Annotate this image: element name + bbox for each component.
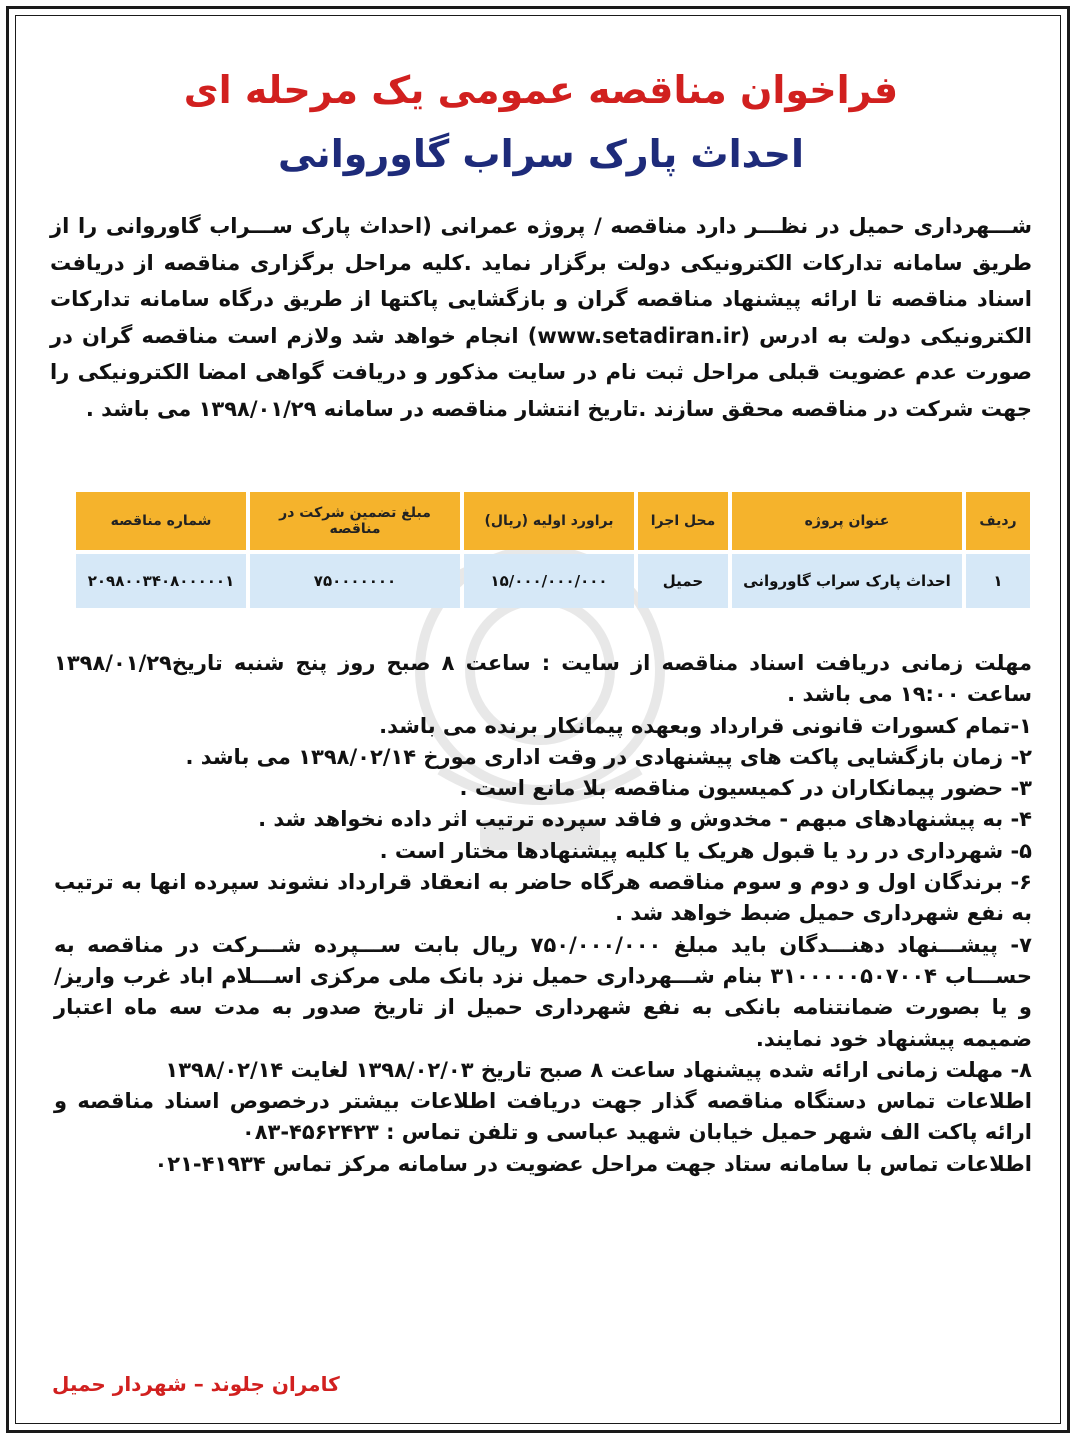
condition-1: ۱-تمام کسورات قانونی قرارداد وبعهده پیمانکار برنده می باشد. [379,713,1032,738]
header-estimate: براورد اولیه (ریال) [464,492,634,550]
header-row-number: ردیف [966,492,1030,550]
setad-contact-info: اطلاعات تماس با سامانه ستاد جهت مراحل عضویت در سامانه مرکز تماس ۴۱۹۳۴-۰۲۱ [154,1151,1032,1176]
header-tender-number: شماره مناقصه [76,492,246,550]
cell-location: حمیل [638,554,728,608]
header-guarantee: مبلغ تضمین شرکت در مناقصه [250,492,460,550]
cell-tender-number: ۲۰۹۸۰۰۳۴۰۸۰۰۰۰۰۱ [76,554,246,608]
condition-7: ۷- پیشـــنهاد دهنـــدگان باید مبلغ ۷۵۰/۰۰۰/۰۰۰ ریال بابت ســـپرده شـــرکت در مناقصه به حســـاب ۳۱۰۰۰۰۰۵۰۷۰۰۴ بنام شـــهرداری حمیل نزد بانک ملی مرکزی اســـلام اباد غرب واریز/ و یا بصورت ضمانتنامه بانکی به نفع شهرداری حمیل از تاریخ صدور به مدت سه ماه اعتبار ضمیمه پیشنهاد خود نمایند. [54,932,1032,1051]
condition-4: ۴- به پیشنهادهای مبهم - مخدوش و فاقد سپرده ترتیب اثر داده نخواهد شد . [258,807,1032,832]
condition-2: ۲- زمان بازگشایی پاکت های پیشنهادی در وقت اداری مورخ ۱۳۹۸/۰۲/۱۴ می باشد . [185,744,1032,769]
contact-info: اطلاعات تماس دستگاه مناقصه گذار جهت دریافت اطلاعات بیشتر درخصوص اسناد مناقصه و ارائه پاکت الف شهر حمیل خیابان شهید عباسی و تلفن تماس : ۴۵۶۲۴۲۳-۰۸۳ [54,1089,1032,1145]
intro-paragraph [50,208,1032,428]
tender-table [72,488,1034,612]
cell-project-title: احداث پارک سراب گاوروانی [732,554,962,608]
project-title: احداث پارک سراب گاوروانی [277,132,805,176]
table-row [76,554,1030,608]
intro-text: شـــهرداری حمیل در نظـــر دارد مناقصه / پروژه عمرانی (احداث پارک ســـراب گاوروانی را از طریق سامانه تدارکات الکترونیکی دولت برگزار نماید .کلیه مراحل برگزاری مناقصه از دریافت اسناد مناقصه تا ارائه پیشنهاد مناقصه گران و بازگشایی پاکتها از طریق درگاه سامانه تدارکات الکترونیکی دولت به ادرس (www.setadiran.ir) انجام خواهد شد ولازم است مناقصه گران در صورت عدم عضویت قبلی مراحل ثبت نام در سایت مذکور و دریافت گواهی امضا الکترونیکی را جهت شرکت در مناقصه محقق سازند .تاریخ انتشار مناقصه در سامانه ۱۳۹۸/۰۱/۲۹ می باشد . [50,214,1032,421]
cell-guarantee: ۷۵۰۰۰۰۰۰۰ [250,554,460,608]
header-project-title: عنوان پروژه [732,492,962,550]
tender-title: فراخوان مناقصه عمومی یک مرحله ای [183,68,899,112]
condition-3: ۳- حضور پیمانکاران در کمیسیون مناقصه بلا مانع است . [459,776,1032,801]
cell-row-number: ۱ [966,554,1030,608]
cell-estimate: ۱۵/۰۰۰/۰۰۰/۰۰۰ [464,554,634,608]
header-location: محل اجرا [638,492,728,550]
mayor-signature: کامران جلوند – شهردار حمیل [52,1372,340,1396]
condition-5: ۵- شهرداری در رد یا قبول هریک یا کلیه پیشنهادها مختار است . [379,838,1032,863]
table-header-row [76,492,1030,550]
conditions-section [54,648,1032,1180]
condition-6: ۶- برندگان اول و دوم و سوم مناقصه هرگاه حاضر به انعقاد قرارداد نشوند سپرده انها به ترتیب به نفع شهرداری حمیل ضبط خواهد شد . [54,870,1032,926]
deadline-text: مهلت زمانی دریافت اسناد مناقصه از سایت : ساعت ۸ صبح روز پنج شنبه تاریخ۱۳۹۸/۰۱/۲۹ ساعت ۱۹:۰۰ می باشد . [54,651,1032,707]
condition-8: ۸- مهلت زمانی ارائه شده پیشنهاد ساعت ۸ صبح تاریخ ۱۳۹۸/۰۲/۰۳ لغایت ۱۳۹۸/۰۲/۱۴ [165,1057,1032,1082]
